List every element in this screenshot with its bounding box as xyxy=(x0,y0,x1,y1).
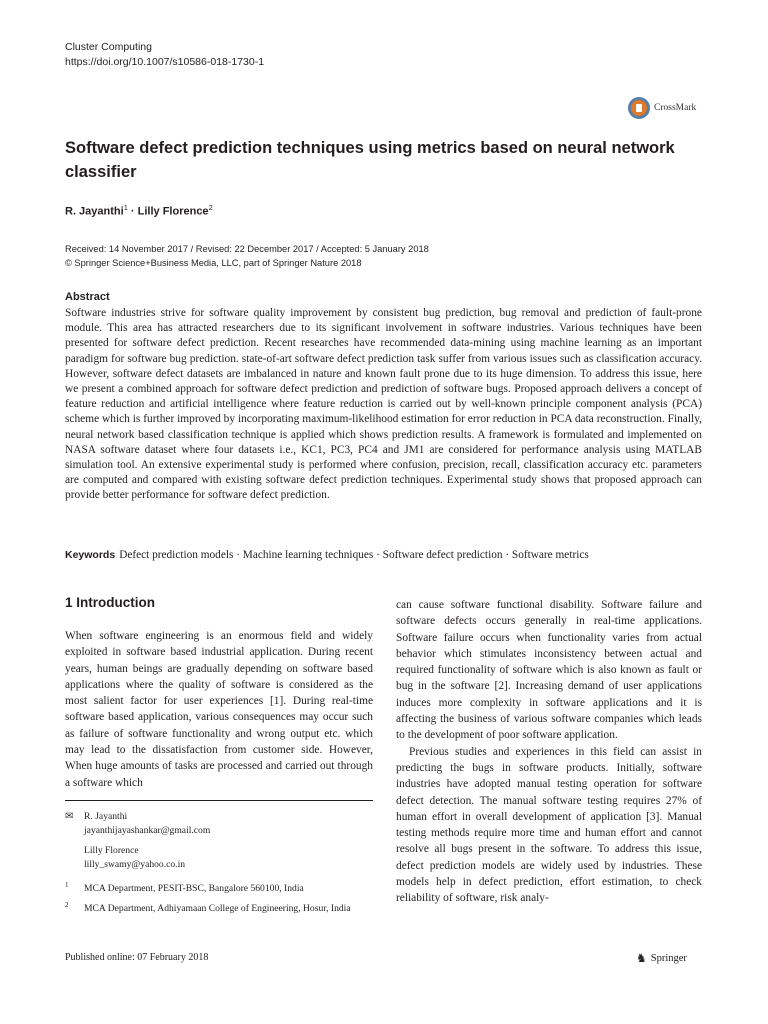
affiliation-text: MCA Department, Adhiyamaan College of Engineering, Hosur, India xyxy=(84,903,351,914)
publication-history xyxy=(65,242,429,270)
keywords-text: Defect prediction models · Machine learning techniques · Software defect prediction · Software metrics xyxy=(119,549,589,561)
abstract-heading: Abstract xyxy=(65,291,110,303)
body-paragraph: Previous studies and experiences in this field can assist in predicting the bugs in software products. Initially, software industries have adopted manual testing operation for software defect detection. The manual software testing requires 27% of human effort in overall development of application [3]. Manual testing methods require more time and human effort and cannot resolve all bugs present in the software. To address this issue, defect prediction models are widely used by industries. These models help in defect prediction, effort estimation, to check reliability of software, risk analy- xyxy=(396,745,702,905)
journal-header xyxy=(65,40,264,70)
author-name: R. Jayanthi xyxy=(84,811,128,822)
copyright-line: © Springer Science+Business Media, LLC, part of Springer Nature 2018 xyxy=(65,258,362,268)
author-name: Lilly Florence xyxy=(137,205,209,218)
body-paragraph: When software engineering is an enormous field and widely exploited in software based industrial application. During recent years, human beings are gradually depending on software based applications where the quality of software is considered as the most salient factor for user experiences [1]. During real-time software based application, various consequences may occur such as failure of software functionality and wrong output etc. which may lead to the dissatisfaction from customer side. However, When huge amounts of tasks are processed and carried out through a software which xyxy=(65,630,373,789)
affiliation-text: MCA Department, PESIT-BSC, Bangalore 560100, India xyxy=(84,883,304,894)
section-heading: 1 Introduction xyxy=(65,595,155,610)
crossmark-label: CrossMark xyxy=(654,103,697,113)
left-column xyxy=(65,628,373,791)
affiliation-marker: 1 xyxy=(123,203,128,212)
affiliation-number: 2 xyxy=(65,901,69,909)
email-link[interactable]: lilly_swamy@yahoo.co.in xyxy=(84,858,186,870)
author-name: R. Jayanthi xyxy=(65,205,124,218)
crossmark-icon xyxy=(628,97,650,119)
paper-title: Software defect prediction techniques using metrics based on neural network classifier xyxy=(65,139,675,181)
body-paragraph: can cause software functional disability. Software failure and software defects occurs generally in real-time applications. Software failure occurs when functionality varies from actual behavior which stimulates inconsistency between actual and required functionality of software which is also known as fault or bug in the software [2]. Increasing demand of user applications induces more complexity in software applications and it is affecting the business of various software companies which leads to the development of poor software application. xyxy=(396,599,702,742)
journal-name: Cluster Computing xyxy=(65,41,152,53)
springer-logo xyxy=(636,951,687,966)
affiliation-2 xyxy=(65,902,365,916)
abstract-text: Software industries strive for software quality improvement by consistent bug prediction, bug removal and prediction of fault-prone module. This area has attracted researchers due to its significant involvement in software industries. Various techniques have been presented for software defect prediction. Recent researches have recommended data-mining using machine learning as an important paradigm for software bug prediction. state-of-art software defect prediction task suffer from various issues such as classification accuracy. However, software defect datasets are imbalanced in nature and known fault prone due to its huge dimension. To address this issue, here we present a combined approach for software defect prediction and prediction of software bugs. Proposed approach delivers a concept of feature reduction and artificial intelligence where feature reduction is carried out by well-known principle component analysis (PCA) scheme which is further improved by incorporating maximum-likelihood estimation for error reduction in PCA data reconstruction. Finally, neural network based classification technique is applied which shows prediction results. A framework is formulated and implemented on NASA software dataset where four datasets i.e., KC1, PC3, PC4 and JM1 are considered for performance analysis using MATLAB simulation tool. An extensive experimental study is performed where confusion, precision, recall, classification accuracy etc. parameters are computed and compared with existing software defect prediction techniques. Experimental study shows that proposed approach can provide better performance for software defect prediction. xyxy=(65,307,702,502)
crossmark-badge[interactable] xyxy=(628,94,732,122)
author-separator: · xyxy=(127,205,138,218)
springer-horse-icon: ♞ xyxy=(636,951,647,965)
author-name: Lilly Florence xyxy=(84,845,139,856)
email-link[interactable]: jayanthijayashankar@gmail.com xyxy=(84,824,211,836)
author-list xyxy=(65,203,213,218)
footnote-divider xyxy=(65,800,373,801)
publisher-name: Springer xyxy=(650,953,687,964)
keywords-label: Keywords xyxy=(65,549,116,561)
affiliation-marker: 2 xyxy=(208,203,213,212)
affiliation-1 xyxy=(65,882,365,896)
right-column xyxy=(396,597,702,907)
envelope-icon: ✉ xyxy=(65,811,74,822)
keywords xyxy=(65,549,715,561)
doi-link[interactable]: https://doi.org/10.1007/s10586-018-1730-1 xyxy=(65,56,265,68)
dates-line: Received: 14 November 2017 / Revised: 22 December 2017 / Accepted: 5 January 2018 xyxy=(65,244,429,254)
affiliation-number: 1 xyxy=(65,881,69,889)
correspondence-block xyxy=(65,810,210,871)
published-online: Published online: 07 February 2018 xyxy=(65,952,209,963)
